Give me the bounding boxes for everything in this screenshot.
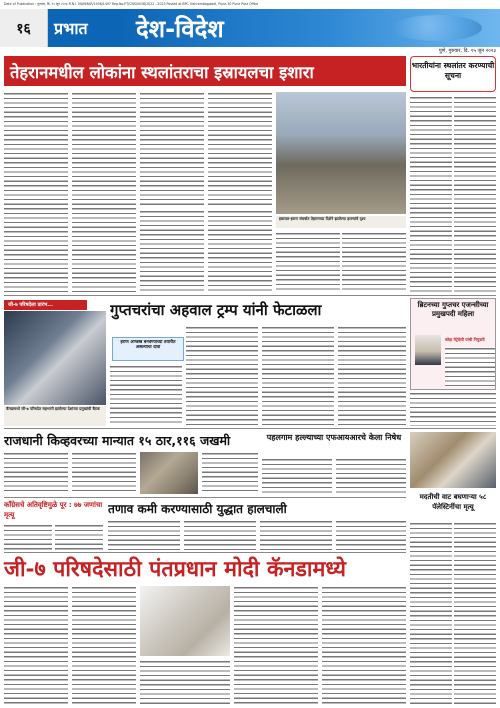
congress-col-2 bbox=[55, 524, 103, 550]
kyiv-col-3 bbox=[202, 452, 258, 494]
gaza-col-2 bbox=[454, 522, 496, 704]
congress-col-1 bbox=[4, 524, 52, 550]
lead-col-1 bbox=[4, 92, 68, 292]
modi-col-5 bbox=[322, 586, 406, 704]
tension-headline[interactable]: तणाव कमी करण्यासाठी युद्धात हालचाली bbox=[108, 502, 287, 516]
masthead bbox=[0, 9, 500, 47]
g7-strip[interactable]: जी-७ परिषदेला प्रारंभ... bbox=[4, 300, 87, 310]
trump-col-4 bbox=[338, 326, 406, 426]
lead-col-5 bbox=[140, 210, 204, 292]
issue-date: पुणे, गुरुवार, दि. १५ जून २०२३ bbox=[438, 48, 496, 54]
tension-col-4 bbox=[336, 520, 406, 550]
trump-col-1 bbox=[110, 365, 182, 425]
british-headline: ब्रिटनच्या गुप्तचर एजन्सीच्या प्रमुखपदी महिला bbox=[417, 301, 489, 318]
gaza-photo[interactable] bbox=[410, 432, 496, 488]
section-label: देश-विदेश bbox=[136, 14, 224, 43]
modi-photo[interactable] bbox=[140, 586, 230, 656]
lead-col-4 bbox=[208, 92, 272, 206]
publication-meta bbox=[0, 0, 500, 9]
trump-col-2 bbox=[186, 326, 258, 426]
side-col-2 bbox=[454, 96, 496, 292]
modi-col-1 bbox=[4, 586, 68, 704]
lead-col-7 bbox=[276, 232, 340, 292]
lead-col-2 bbox=[72, 92, 136, 292]
gaza-headline[interactable]: मदतीची वाट बघणाऱ्या ५८ पॅलेस्टिनींचा मृत्यू bbox=[419, 493, 487, 511]
modi-headline[interactable]: जी-७ परिषदेसाठी पंतप्रधान मोदी कॅनडामध्ये bbox=[4, 556, 346, 582]
side-headline-box[interactable]: भारतीयांना स्थलांतर करण्याची सूचना bbox=[410, 56, 496, 92]
british-subheadline: ब्लेझ मेट्रेवेली यांची नियुक्ती bbox=[445, 337, 485, 342]
newspaper-logo[interactable]: प्रभात bbox=[48, 9, 118, 47]
g7-photo-caption: कॅनडामध्ये जी-७ परिषदेत सहभागी झालेल्या देशांच्या प्रमुखांची बैठक bbox=[4, 406, 106, 426]
trump-quote: इराण अण्वस्त्र बनवण्याच्या तयारीत असल्याचा दावा bbox=[112, 337, 184, 361]
pahalgam-col-1 bbox=[262, 458, 332, 494]
pahalgam-col-2 bbox=[336, 458, 406, 494]
british-col bbox=[410, 392, 496, 426]
divider-3 bbox=[4, 497, 406, 498]
british-text bbox=[445, 347, 495, 387]
publication-info: Date of Publication : गुरुवार, दि. १५ जून २०२३ R.N.I. MAHMAR/1936/1497 Reg.No.PT/CNS/0038/2022 - 2023 Posted at BPC Vishrambagwadi, Pune-30 Pune Post Office bbox=[4, 2, 259, 6]
british-box[interactable] bbox=[410, 298, 496, 390]
lead-photo-caption: इस्रायल-इराण संघर्षात तेहरानच्या दिशेने झालेल्या हल्ल्यांचे दृश्य bbox=[276, 216, 406, 228]
modi-col-3 bbox=[140, 660, 230, 704]
tension-col-2 bbox=[184, 520, 256, 550]
divider-2 bbox=[4, 428, 496, 429]
modi-col-4 bbox=[234, 586, 318, 704]
tension-col-3 bbox=[260, 520, 332, 550]
section-title bbox=[118, 9, 500, 47]
globe-icon bbox=[392, 15, 482, 41]
g7-photo[interactable] bbox=[4, 311, 106, 405]
trump-col-3 bbox=[262, 326, 334, 426]
side-col-1 bbox=[410, 96, 452, 292]
trump-headline[interactable]: गुप्तचरांचा अहवाल ट्रम्प यांनी फेटाळला bbox=[110, 301, 322, 319]
kyiv-headline[interactable]: राजधानी किव्हवरच्या मान्यात १५ ठार,११६ जखमी bbox=[4, 433, 231, 448]
tension-col-1 bbox=[108, 520, 180, 550]
lead-photo[interactable] bbox=[276, 92, 406, 214]
kyiv-col-2 bbox=[72, 452, 136, 494]
kyiv-photo[interactable] bbox=[140, 452, 198, 494]
congress-headline[interactable]: काँग्रेसचे अतिवृष्टिमुळे पूर : ७७ जणांचा मृत्यू bbox=[4, 501, 103, 519]
lead-col-6 bbox=[208, 210, 272, 292]
lead-col-8 bbox=[342, 232, 406, 292]
lead-headline[interactable]: तेहरानमधील लोकांना स्थलांतराचा इस्रायलचा इशारा bbox=[4, 56, 406, 86]
british-portrait bbox=[415, 335, 441, 365]
modi-col-2 bbox=[72, 586, 136, 704]
lead-col-3 bbox=[140, 92, 204, 206]
kyiv-col-1 bbox=[4, 452, 68, 494]
page-number: १६ bbox=[0, 9, 48, 47]
pahalgam-headline[interactable]: पहलगाम हल्ल्याच्या एफआयआरचे केला निषेध bbox=[266, 433, 402, 442]
gaza-col-1 bbox=[410, 522, 452, 704]
divider bbox=[4, 295, 496, 296]
